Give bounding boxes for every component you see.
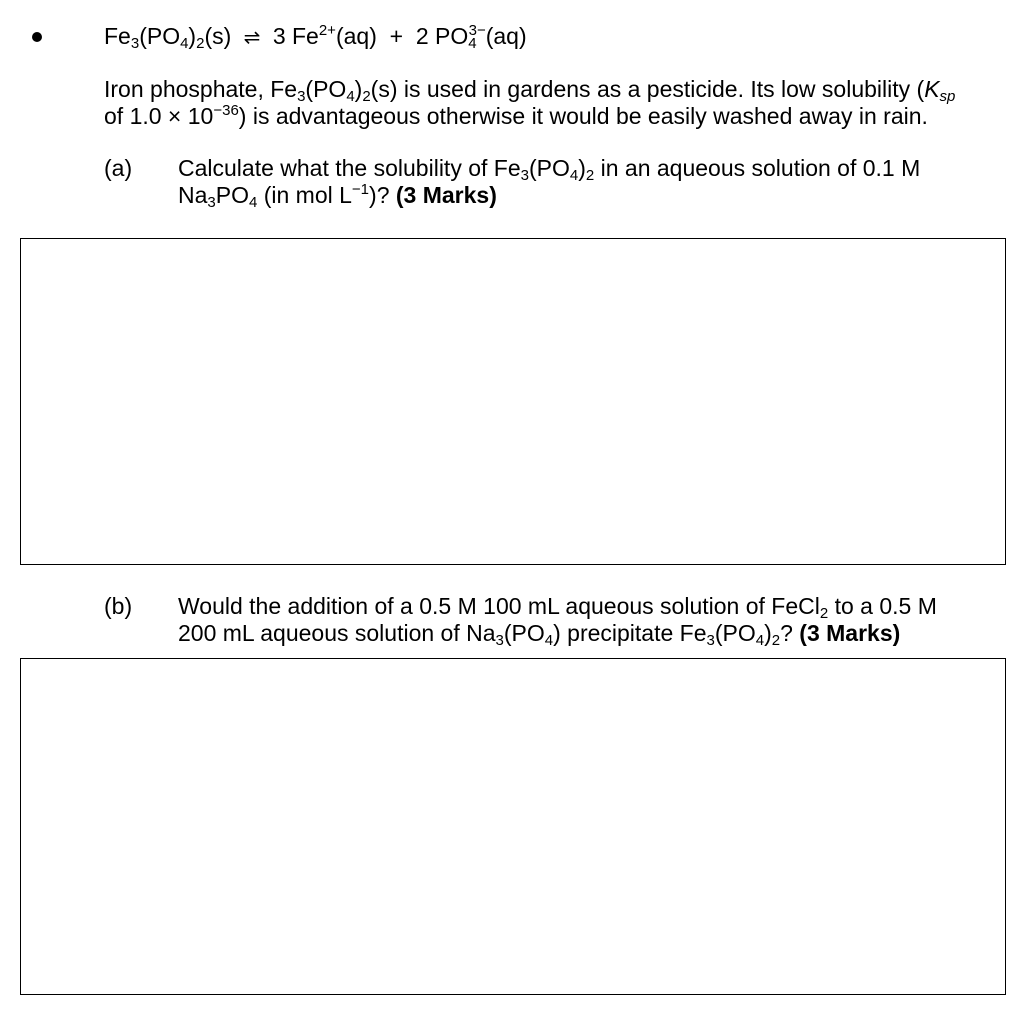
question-b-text [178, 593, 937, 647]
ksp-symbol: $K_{sp}$ [924, 76, 956, 105]
equation-product-phosphate: 2 $PO_4^{3-}(aq)$ [415, 22, 527, 52]
question-b-line-1: Would the addition of a 0.5 M 100 mL aqueous solution of FeCl$_2$ to a 0.5 M [178, 593, 937, 622]
answer-box-a[interactable] [20, 238, 1006, 565]
intro-line-2: of $1.0 \times 10^{-36}$) is advantageous otherwise it would be easily washed away in rain. [104, 102, 928, 129]
intro-paragraph [104, 76, 1019, 130]
equilibrium-arrow: ⇌ [243, 27, 261, 49]
answer-box-b[interactable] [20, 658, 1006, 995]
question-a-label: (a) [104, 155, 133, 181]
question-a-text [178, 155, 920, 209]
question-a-marks: (3 Marks) [395, 182, 497, 208]
question-b-marks: (3 Marks) [799, 620, 901, 646]
question-a-line-2: $Na_3PO_4$ (in mol $L^{-1}$)? (3 Marks) [178, 181, 497, 211]
question-a-line-1: Calculate what the solubility of $Fe_3(PO_4)_2$ in an aqueous solution of 0.1 M [178, 155, 921, 184]
equilibrium-equation [104, 23, 527, 52]
equation-reactant: $Fe_3(PO_4)_2(s)$ [104, 23, 232, 52]
question-b-label: (b) [104, 593, 133, 619]
intro-line-1: Iron phosphate, $Fe_3(PO_4)_2(s)$ is used in gardens as a pesticide. Its low solubility ($K_{sp}$ [104, 76, 956, 105]
equation-product-iron: 3 $Fe^{2+}(aq)$ [272, 22, 377, 49]
bullet-point [32, 32, 42, 42]
equation-plus: + [389, 23, 404, 49]
question-b-line-2: 200 mL aqueous solution of $Na_3(PO_4)$ precipitate $Fe_3(PO_4)_2$? (3 Marks) [178, 620, 901, 649]
